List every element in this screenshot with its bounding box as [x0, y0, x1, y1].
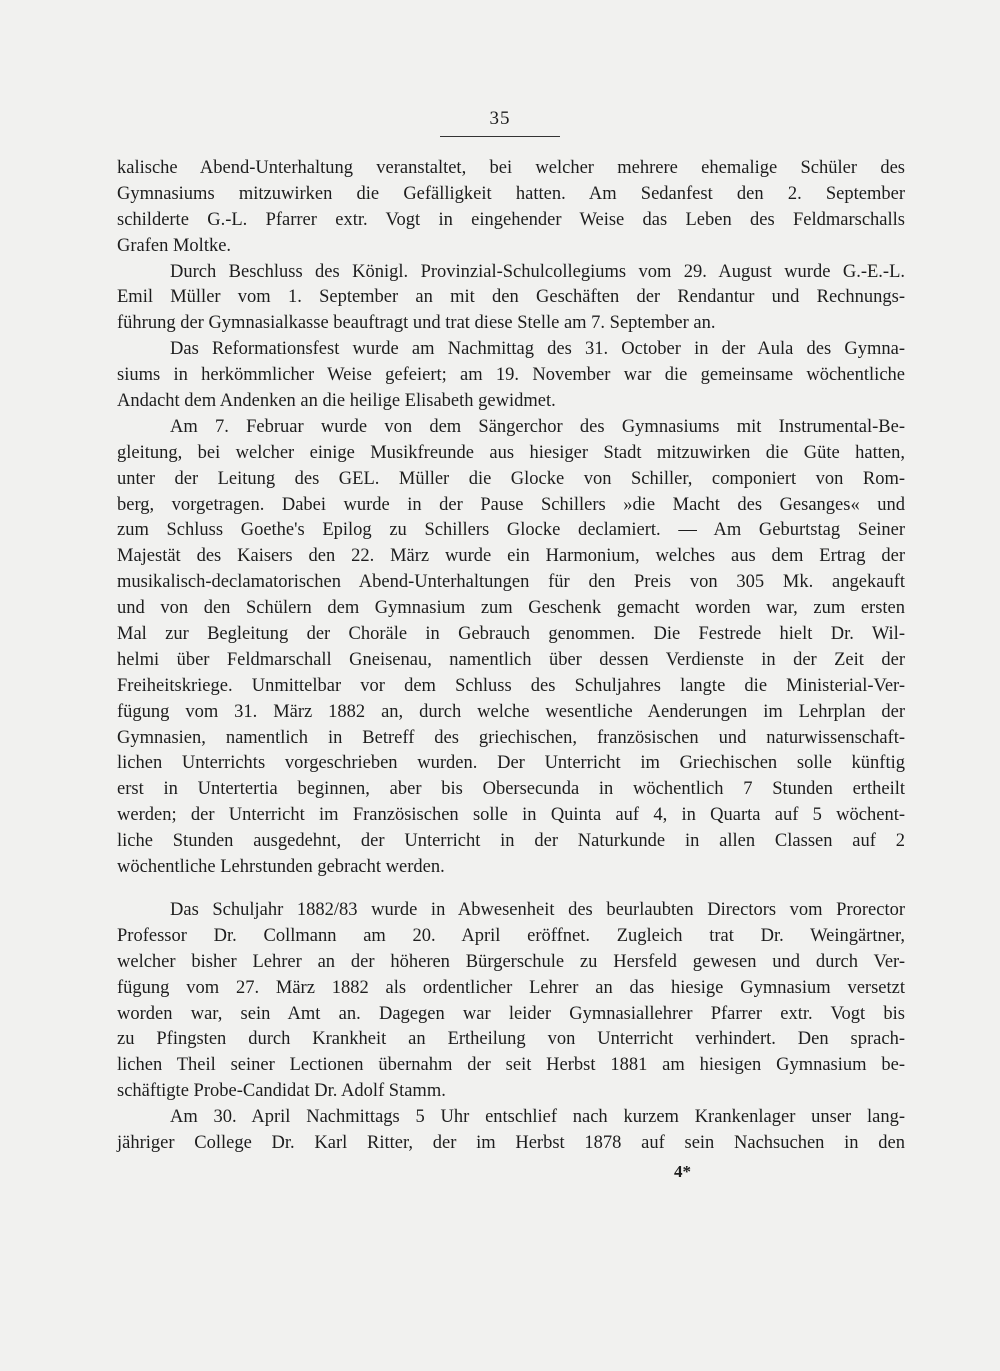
text-line: musikalisch-declamatorischen Abend-Unterhaltungen für den Preis von 305 Mk. angekauft: [117, 572, 905, 593]
text-line: Durch Beschluss des Königl. Provinzial-Schulcollegiums vom 29. August wurde G.-E.-L.: [170, 261, 905, 282]
text-line: Mal zur Begleitung der Choräle in Gebrauch genommen. Die Festrede hielt Dr. Wil-: [117, 624, 905, 645]
text-line: welcher bisher Lehrer an der höheren Bürgerschule zu Hersfeld gewesen und durch Ver-: [117, 951, 905, 972]
text-line: Grafen Moltke.: [117, 235, 232, 256]
text-line: helmi über Feldmarschall Gneisenau, namentlich über dessen Verdienste in der Zeit der: [117, 649, 905, 670]
text-line: lichen Theil seiner Lectionen übernahm der seit Herbst 1881 am hiesigen Gymnasium be-: [117, 1055, 905, 1076]
text-line: Am 30. April Nachmittags 5 Uhr entschlief nach kurzem Krankenlager unser lang-: [170, 1107, 905, 1128]
text-line: unter der Leitung des GEL. Müller die Glocke von Schiller, componiert von Rom-: [117, 468, 905, 489]
text-line: gleitung, bei welcher einige Musikfreunde aus hiesiger Stadt mitzuwirken die Güte hatten,: [117, 442, 905, 463]
text-line: Das Reformationsfest wurde am Nachmittag des 31. October in der Aula des Gymna-: [170, 339, 905, 360]
text-line: fügung vom 27. März 1882 als ordentlicher Lehrer an das hiesige Gymnasium versetzt: [117, 977, 905, 998]
text-line: Gymnasiums mitzuwirken die Gefälligkeit hatten. Am Sedanfest den 2. September: [117, 183, 905, 204]
text-line: Professor Dr. Collmann am 20. April eröffnet. Zugleich trat Dr. Weingärtner,: [117, 925, 905, 946]
text-line: worden war, sein Amt an. Dagegen war leider Gymnasiallehrer Pfarrer extr. Vogt bis: [117, 1003, 905, 1024]
text-line: werden; der Unterricht im Französischen solle in Quinta auf 4, in Quarta auf 5 wöchent-: [117, 805, 905, 826]
header-rule: [440, 136, 560, 137]
text-line: siums in herkömmlicher Weise gefeiert; am 19. November war die gemeinsame wöchentliche: [117, 365, 905, 386]
text-line: Emil Müller vom 1. September an mit den Geschäften der Rendantur und Rechnungs-: [117, 287, 905, 308]
text-line: fügung vom 31. März 1882 an, durch welche wesentliche Aenderungen im Lehrplan der: [117, 701, 905, 722]
text-line: erst in Untertertia beginnen, aber bis Obersecunda in wöchentlich 7 Stunden ertheilt: [117, 779, 905, 800]
text-line: führung der Gymnasialkasse beauftragt und trat diese Stelle am 7. September an.: [117, 313, 716, 334]
text-line: Andacht dem Andenken an die heilige Elisabeth gewidmet.: [117, 391, 556, 412]
text-line: Das Schuljahr 1882/83 wurde in Abwesenheit des beurlaubten Directors vom Prorector: [170, 900, 905, 920]
text-line: kalische Abend-Unterhaltung veranstaltet, bei welcher mehrere ehemalige Schüler des: [117, 158, 905, 178]
signature-mark: 4*: [674, 1162, 691, 1181]
text-line: berg, vorgetragen. Dabei wurde in der Pause Schillers »die Macht des Gesanges« und: [117, 494, 905, 515]
text-line: zum Schluss Goethe's Epilog zu Schillers Glocke declamiert. — Am Geburtstag Seiner: [117, 520, 905, 541]
text-block-lower: [117, 898, 905, 1157]
text-line: und von den Schülern dem Gymnasium zum Geschenk gemacht worden war, zum ersten: [117, 598, 905, 619]
text-line: lichen Unterrichts vorgeschrieben wurden. Der Unterricht im Griechischen solle künftig: [117, 753, 905, 774]
text-line: schilderte G.-L. Pfarrer extr. Vogt in eingehender Weise das Leben des Feldmarschalls: [117, 209, 905, 230]
text-line: zu Pfingsten durch Krankheit an Ertheilung von Unterricht verhindert. Den sprach-: [117, 1029, 905, 1050]
text-block-upper: [117, 156, 905, 881]
text-line: Freiheitskriege. Unmittelbar vor dem Schluss des Schuljahres langte die Ministerial-Ver-: [117, 675, 905, 696]
text-line: jähriger College Dr. Karl Ritter, der im Herbst 1878 auf sein Nachsuchen in den: [117, 1133, 905, 1154]
text-line: schäftigte Probe-Candidat Dr. Adolf Stamm.: [117, 1081, 446, 1102]
text-line: Gymnasien, namentlich in Betreff des griechischen, französischen und naturwissenschaft-: [117, 727, 905, 748]
text-line: Am 7. Februar wurde von dem Sängerchor des Gymnasiums mit Instrumental-Be-: [170, 416, 905, 437]
page-number: 35: [489, 108, 511, 129]
text-line: wöchentliche Lehrstunden gebracht werden.: [117, 857, 445, 878]
text-line: liche Stunden ausgedehnt, der Unterricht in der Naturkunde in allen Classen auf 2: [117, 831, 905, 852]
text-line: Majestät des Kaisers den 22. März wurde ein Harmonium, welches aus dem Ertrag der: [117, 546, 905, 567]
